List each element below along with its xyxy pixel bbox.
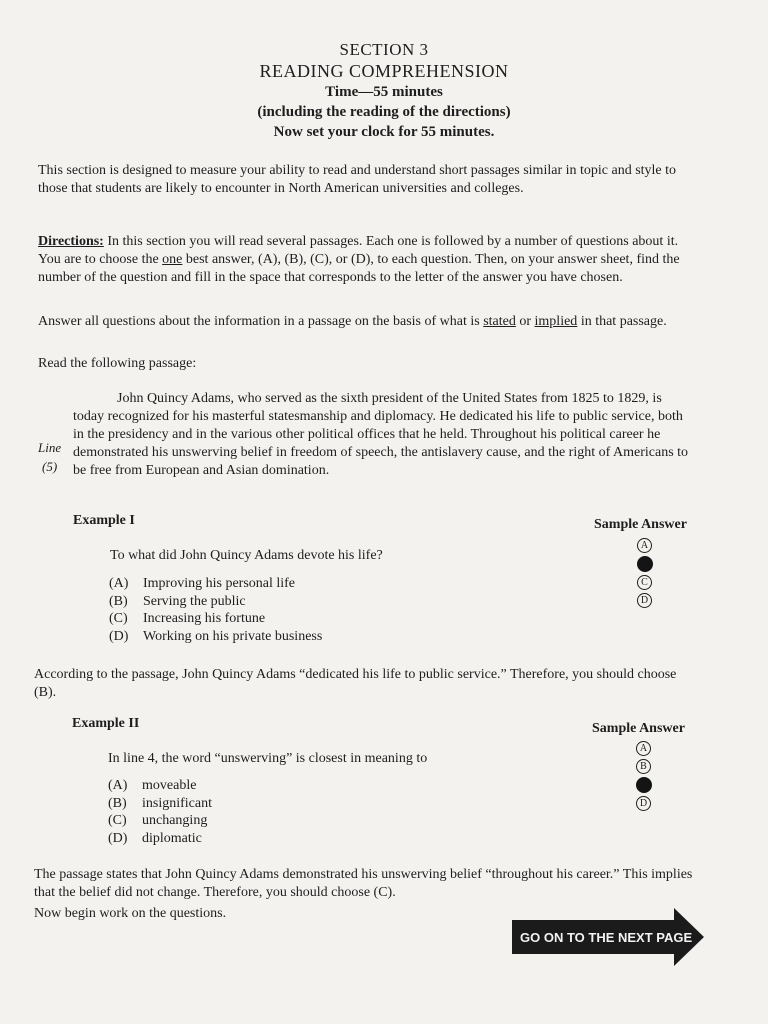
example-1-title: Example I (73, 513, 135, 528)
clock-instruction: Now set your clock for 55 minutes. (273, 124, 495, 140)
bubble-d: D (636, 796, 651, 811)
answer-all-text-2: in that passage. (577, 314, 667, 329)
go-on-label: GO ON TO THE NEXT PAGE (520, 930, 693, 945)
bubble-a: A (637, 538, 652, 553)
bubble-d: D (637, 593, 652, 608)
implied-emphasis: implied (534, 314, 578, 329)
example-2-option-c: (C) unchanging (108, 813, 208, 828)
example-2-option-a: (A) moveable (108, 778, 197, 793)
section-number: SECTION 3 (339, 40, 429, 59)
example-1-option-b: (B) Serving the public (109, 593, 246, 609)
line-number-marker: (5) (42, 459, 58, 474)
answer-all-paragraph (38, 313, 698, 331)
arrow-right-icon (512, 908, 707, 966)
begin-instruction: Now begin work on the questions. (34, 906, 227, 921)
directions-paragraph (38, 233, 698, 287)
passage-text: John Quincy Adams, who served as the sixth president of the United States from 1825 to 1829, is today recognized for his masterful statesmanship and diplomacy. He dedicated his life to public service, both in the presidency and in the various other political offices that he held. Throughout his political career he demonstrated his unswerving belief in freedom of speech, the antislavery cause, and the right of Americans to be free from European and Asian domination. (73, 391, 689, 478)
bubble-c: C (637, 575, 652, 590)
stated-emphasis: stated (483, 314, 516, 329)
time-limit: Time—55 minutes (325, 84, 443, 100)
example-1-explanation: According to the passage, John Quincy Adams “dedicated his life to public service.” Therefore, you should choose (B). (34, 667, 677, 700)
read-following-prompt: Read the following passage: (38, 356, 197, 371)
time-note: (including the reading of the directions) (257, 104, 511, 120)
bubble-a: A (636, 741, 651, 756)
answer-all-text-1: Answer all questions about the information in a passage on the basis of what is (38, 314, 484, 329)
example-1-option-a: (A) Improving his personal life (109, 576, 296, 591)
directions-one-emphasis: one (162, 252, 183, 267)
example-2-option-b: (B) insignificant (108, 795, 212, 811)
example-1-option-d: (D) Working on his private business (109, 628, 323, 644)
example-2-answer-bubbles (636, 741, 658, 814)
bubble-b: B (636, 759, 651, 774)
go-on-next-page-arrow (512, 908, 707, 971)
example-2-explanation: The passage states that John Quincy Adams demonstrated his unswerving belief “throughout his career.” This implies that the belief did not change. Therefore, you should choose (C). (34, 867, 693, 900)
intro-paragraph: This section is designed to measure your ability to read and understand short passages similar in topic and style to those that students are likely to encounter in North American universities and colleges. (38, 163, 677, 196)
directions-text-1: In this section you will read several passages. Each one is followed by a number of questions about it. You are to choose the (38, 234, 679, 267)
example-2-question: In line 4, the word “unswerving” is closest in meaning to (108, 751, 428, 766)
example-1-sample-label: Sample Answer (594, 517, 687, 532)
section-title: READING COMPREHENSION (259, 61, 509, 81)
reading-passage (73, 390, 693, 480)
example-1-options (109, 575, 322, 645)
bubble-b-filled: B (637, 556, 653, 572)
bubble-c-filled: C (636, 777, 652, 793)
example-1-answer-bubbles (637, 538, 659, 611)
example-2-option-d: (D) diplomatic (108, 830, 202, 846)
answer-all-or: or (515, 314, 535, 329)
example-2-options (108, 777, 212, 847)
directions-label: Directions: (38, 234, 104, 249)
example-2-sample-label: Sample Answer (592, 721, 685, 736)
example-1-question: To what did John Quincy Adams devote his life? (110, 548, 383, 563)
directions-text-2: best answer, (A), (B), (C), or (D), to each question. Then, on your answer sheet, find the number of the question and fill in the space that corresponds to the letter of the answer you have chosen. (38, 252, 680, 285)
line-marker: Line (38, 440, 62, 455)
example-1-option-c: (C) Increasing his fortune (109, 611, 266, 626)
example-2-title: Example II (72, 716, 140, 731)
